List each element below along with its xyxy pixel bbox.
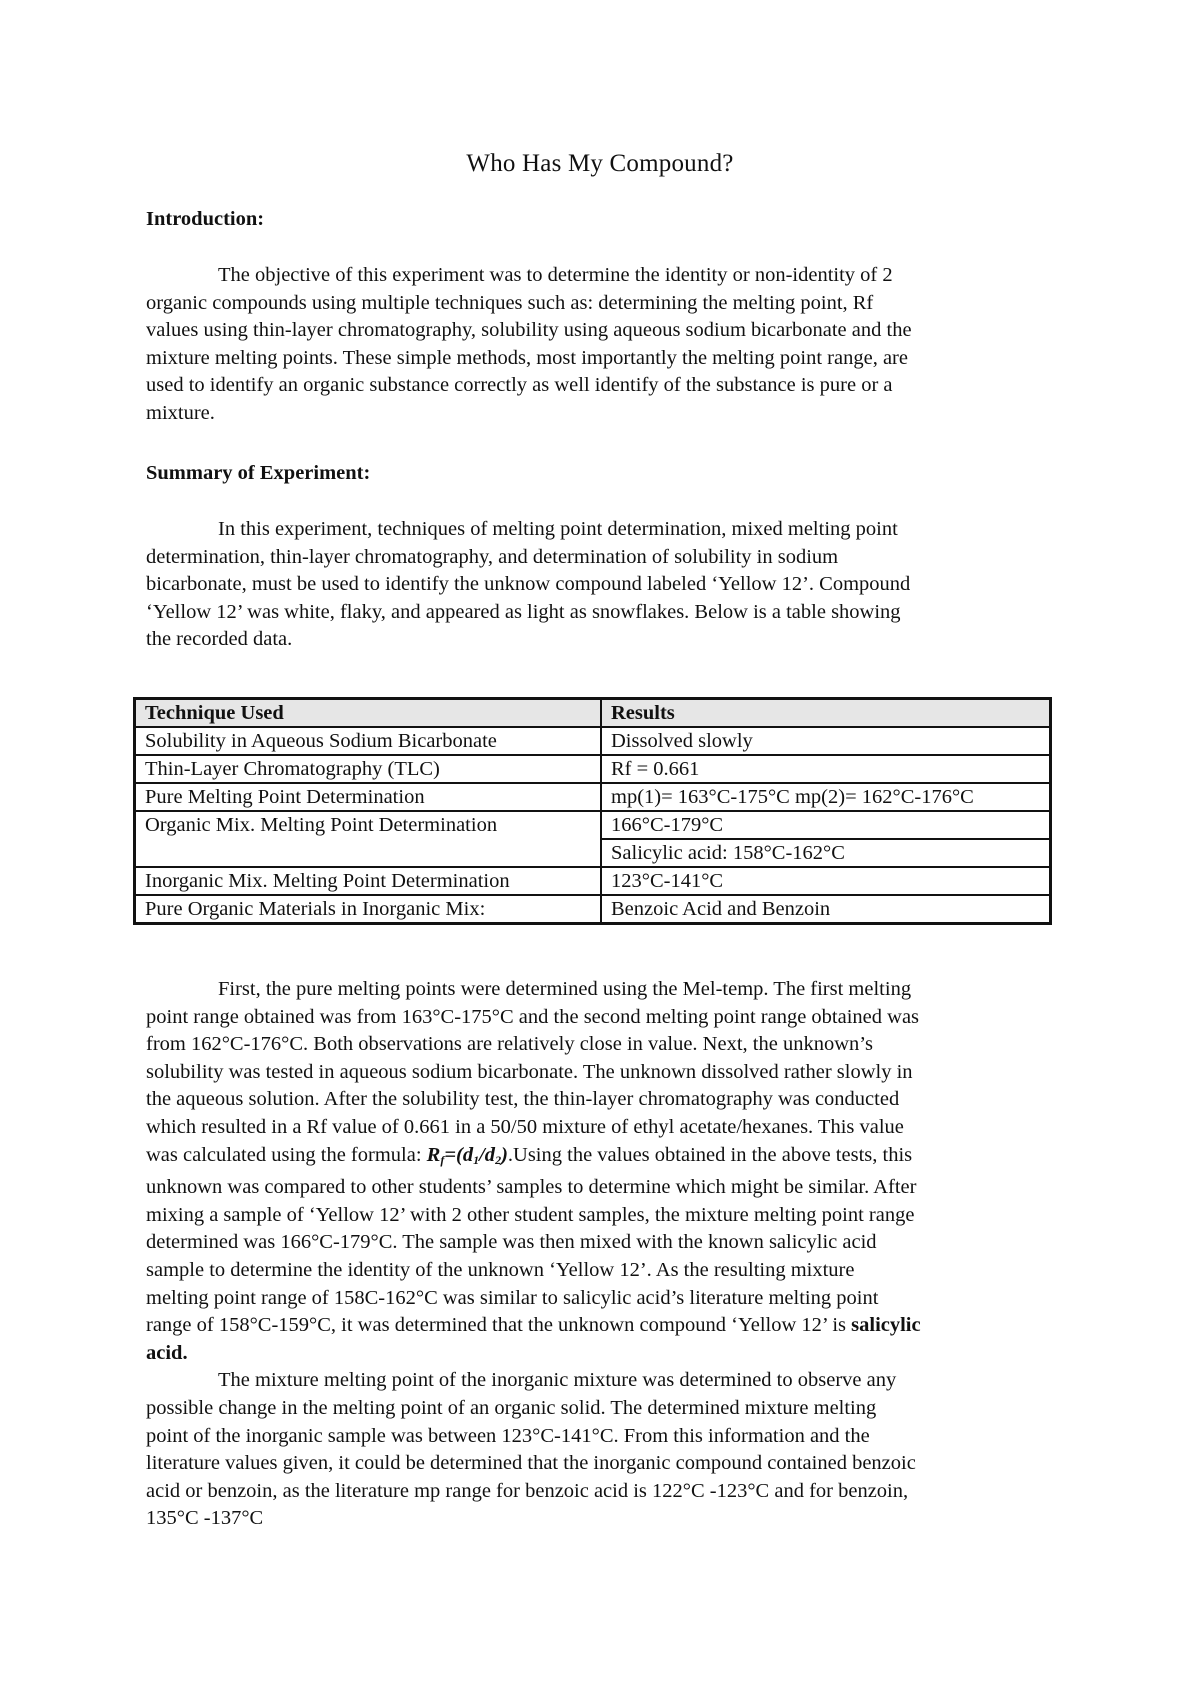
discussion-line: from 162°C-176°C. Both observations are relatively close in value. Next, the unknown’s <box>146 1033 873 1056</box>
results-cell: Dissolved slowly <box>601 727 1051 755</box>
technique-cell: Inorganic Mix. Melting Point Determination <box>135 867 602 895</box>
document-title: Who Has My Compound? <box>466 150 734 177</box>
intro-line: mixture melting points. These simple methods, most importantly the melting point range, are <box>146 346 908 369</box>
conclusion-compound: salicylic <box>851 1314 921 1337</box>
technique-cell: Thin-Layer Chromatography (TLC) <box>135 755 602 783</box>
results-cell: Salicylic acid: 158°C-162°C <box>601 839 1051 867</box>
discussion-line: determined was 166°C-179°C. The sample was then mixed with the known salicylic acid <box>146 1231 877 1254</box>
summary-line: the recorded data. <box>146 628 293 651</box>
technique-cell: Pure Melting Point Determination <box>135 783 602 811</box>
table-row <box>135 727 1051 755</box>
intro-line: mixture. <box>146 401 215 424</box>
table-row <box>135 895 1051 924</box>
discussion-line: unknown was compared to other students’ samples to determine which might be similar. After <box>146 1176 917 1199</box>
discussion-line: point range obtained was from 163°C-175°C and the second melting point range obtained was <box>146 1005 920 1028</box>
technique-cell: Solubility in Aqueous Sodium Bicarbonate <box>135 727 602 755</box>
table-header-row <box>135 699 1051 728</box>
discussion-line: The mixture melting point of the inorganic mixture was determined to observe any <box>218 1369 897 1392</box>
discussion-line: possible change in the melting point of an organic solid. The determined mixture melting <box>146 1396 877 1419</box>
discussion-line: literature values given, it could be determined that the inorganic compound contained benzoic <box>146 1452 916 1475</box>
summary-line: determination, thin-layer chromatography, and determination of solubility in sodium <box>146 545 839 568</box>
conclusion-line: range of 158°C-159°C, it was determined that the unknown compound ‘Yellow 12’ is salicylic <box>146 1314 921 1337</box>
discussion-line: mixing a sample of ‘Yellow 12’ with 2 other student samples, the mixture melting point range <box>146 1203 915 1226</box>
rf-formula: $R_f=(d_1/d_2)$ <box>426 1143 508 1167</box>
results-cell: 123°C-141°C <box>601 867 1051 895</box>
discussion-line: sample to determine the identity of the unknown ‘Yellow 12’. As the resulting mixture <box>146 1258 855 1281</box>
discussion-line: point of the inorganic sample was between 123°C-141°C. From this information and the <box>146 1424 870 1447</box>
header-results: Results <box>601 699 1051 728</box>
intro-line: values using thin-layer chromatography, solubility using aqueous sodium bicarbonate and the <box>146 319 912 342</box>
table-row <box>135 811 1051 839</box>
intro-line: organic compounds using multiple techniques such as: determining the melting point, Rf <box>146 291 874 314</box>
results-table <box>133 697 1052 925</box>
introduction-paragraph <box>146 262 1062 428</box>
summary-heading: Summary of Experiment: <box>146 462 371 484</box>
summary-line: bicarbonate, must be used to identify the unknow compound labeled ‘Yellow 12’. Compound <box>146 573 911 596</box>
summary-line: In this experiment, techniques of melting point determination, mixed melting point <box>218 518 898 540</box>
summary-line: ‘Yellow 12’ was white, flaky, and appeared as light as snowflakes. Below is a table showing <box>146 600 901 623</box>
discussion-line: acid or benzoin, as the literature mp range for benzoic acid is 122°C -123°C and for benzoin, <box>146 1479 909 1502</box>
table-row <box>135 783 1051 811</box>
introduction-heading: Introduction: <box>146 208 265 230</box>
formula-line: was calculated using the formula: $R_f=(d_1/d_2).Using$ the values obtained in the above tests, this <box>146 1143 913 1167</box>
intro-line: used to identify an organic substance correctly as well identify of the substance is pure or a <box>146 374 893 397</box>
table-row <box>135 755 1051 783</box>
discussion-line: 135°C -137°C <box>146 1507 264 1530</box>
discussion-line: solubility was tested in aqueous sodium bicarbonate. The unknown dissolved rather slowly in <box>146 1060 913 1083</box>
summary-paragraph <box>146 516 1062 654</box>
discussion-paragraph-1 <box>146 976 1062 1533</box>
technique-cell: Organic Mix. Melting Point Determination <box>135 811 602 867</box>
discussion-line: First, the pure melting points were determined using the Mel-temp. The first melting <box>218 978 912 1000</box>
results-cell: Benzoic Acid and Benzoin <box>601 895 1051 924</box>
header-technique: Technique Used <box>135 699 602 728</box>
discussion-line: melting point range of 158C-162°C was similar to salicylic acid’s literature melting point <box>146 1286 879 1309</box>
results-cell: mp(1)= 163°C-175°C mp(2)= 162°C-176°C <box>601 783 1051 811</box>
intro-line: The objective of this experiment was to determine the identity or non-identity of 2 <box>218 264 893 286</box>
results-cell: Rf = 0.661 <box>601 755 1051 783</box>
technique-cell: Pure Organic Materials in Inorganic Mix: <box>135 895 602 924</box>
results-cell: 166°C-179°C <box>601 811 1051 839</box>
table-row <box>135 867 1051 895</box>
conclusion-compound-end: acid. <box>146 1341 188 1364</box>
discussion-line: the aqueous solution. After the solubility test, the thin-layer chromatography was conducted <box>146 1088 900 1111</box>
discussion-line: which resulted in a Rf value of 0.661 in a 50/50 mixture of ethyl acetate/hexanes. This value <box>146 1115 904 1138</box>
